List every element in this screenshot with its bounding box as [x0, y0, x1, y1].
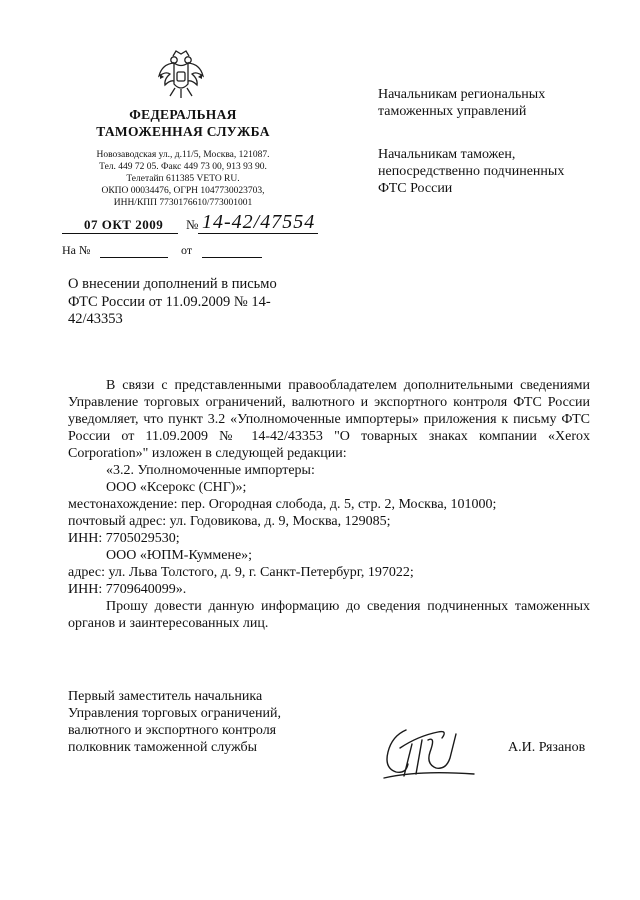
subject-line: ФТС России от 11.09.2009 № 14- [68, 293, 271, 310]
recipient-line: таможенных управлений [378, 104, 527, 119]
company-location: местонахождение: пер. Огородная слобода, д. 5, стр. 2, Москва, 101000; [68, 497, 497, 512]
ref-number-label: На № [62, 243, 91, 257]
signatory-title [68, 688, 281, 756]
body-paragraph: Прошу довести данную информацию до сведения подчиненных таможенных органов и заинтересованных лиц. [68, 599, 590, 631]
recipient-line: ФТС России [378, 181, 453, 196]
recipient-line: Начальникам региональных [378, 87, 546, 102]
registration-date: 07 ОКТ 2009 [84, 217, 164, 232]
registration-number: 14-42/47554 [202, 211, 316, 233]
handwritten-signature [378, 718, 482, 788]
company-inn: ИНН: 7709640099». [68, 582, 187, 597]
recipient-line: Начальникам таможен, [378, 147, 516, 162]
subject-block [68, 276, 298, 329]
signatory-name: А.И. Рязанов [508, 740, 586, 755]
signatory-line: валютного и экспортного контроля [68, 723, 277, 738]
company-postal-address: почтовый адрес: ул. Годовикова, д. 9, Москва, 129085; [68, 514, 391, 529]
company-name: ООО «Ксерокс (СНГ)»; [106, 480, 247, 495]
okpo-text: ОКПО 00034476, ОГРН 1047730023703, [101, 186, 265, 196]
inn-text: ИНН/КПП 7730176610/773001001 [113, 198, 253, 208]
recipient-line: непосредственно подчиненных [378, 164, 565, 179]
letter-body [68, 377, 590, 632]
item-title: «3.2. Уполномоченные импортеры: [106, 463, 315, 478]
org-name-line2: ТАМОЖЕННАЯ СЛУЖБА [96, 124, 270, 139]
subject-line: 42/43353 [68, 311, 123, 327]
phones-text: Тел. 449 72 05. Факс 449 73 00, 913 93 90. [99, 162, 267, 172]
ref-date-blank [202, 257, 262, 258]
subject-line: О внесении дополнений в письмо [68, 276, 277, 292]
signatory-line: полковник таможенной службы [68, 740, 258, 755]
recipient-regional [378, 86, 545, 120]
number-underline [198, 233, 318, 234]
company-address: адрес: ул. Льва Толстого, д. 9, г. Санкт-Петербург, 197022; [68, 565, 414, 580]
contacts-block [48, 149, 318, 209]
signatory-line: Управления торговых ограничений, [68, 706, 281, 721]
org-name-line1: ФЕДЕРАЛЬНАЯ [129, 107, 237, 122]
emblem-icon [156, 48, 206, 100]
signatory-line: Первый заместитель начальника [68, 689, 263, 704]
address-text: Новозаводская ул., д.11/5, Москва, 121087. [96, 150, 270, 160]
date-underline [62, 233, 178, 234]
body-paragraph: В связи с представленными правообладателем дополнительными сведениями Управление торговых ограничений, валютного и экспортного контроля ФТС России уведомляет, что пункт 3.2 «Уполномоченные импортеры» приложения к письму ФТС России от 11.09.2009 № 14-42/43353 "О товарных знаках компании «Xerox Corporation»" изложен в следующей редакции: [68, 378, 590, 461]
registration-number-label: № [186, 217, 199, 232]
company-name: ООО «ЮПМ-Куммене»; [106, 548, 253, 563]
ref-from-label: от [181, 243, 193, 257]
teletype-text: Телетайп 611385 VETO RU. [126, 174, 240, 184]
ref-number-blank [100, 257, 168, 258]
company-inn: ИНН: 7705029530; [68, 531, 180, 546]
recipient-customs [378, 146, 564, 197]
